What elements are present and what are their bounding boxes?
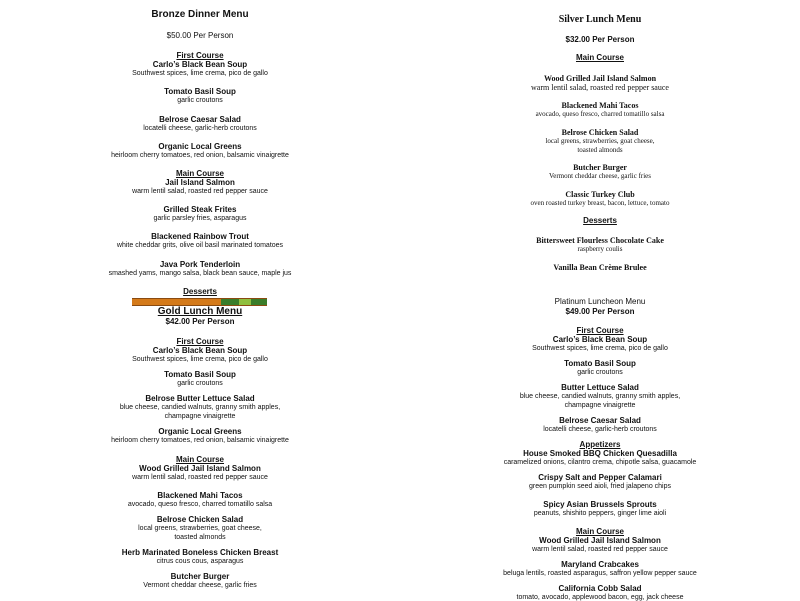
menu-item-desc: garlic croutons (577, 369, 623, 376)
menu-item-name: Vanilla Bean Crème Brulee (553, 263, 647, 272)
menu-item-desc: peanuts, shishito peppers, ginger lime aioli (533, 510, 667, 517)
menu-item-desc: local greens, strawberries, goat cheese, (545, 137, 655, 145)
silver-title: Silver Lunch Menu (558, 14, 642, 25)
bronze-dinner-menu (100, 0, 300, 300)
menu-item-desc: blue cheese, candied walnuts, granny smith apples, (119, 404, 281, 411)
menu-item-name: Wood Grilled Jail Island Salmon (139, 464, 261, 473)
gold-price: $42.00 Per Person (165, 317, 235, 326)
menu-item-name: Maryland Crabcakes (561, 560, 639, 569)
menu-item-name: Blackened Mahi Tacos (561, 101, 639, 110)
bronze-main-course-heading: Main Course (175, 169, 224, 178)
menu-item-desc: warm lentil salad, roasted red pepper sauce (132, 188, 268, 195)
menu-item-desc: tomato, avocado, applewood bacon, egg, jack cheese (516, 594, 684, 601)
silver-main-course-heading: Main Course (575, 53, 624, 62)
menu-item-desc: blue cheese, candied walnuts, granny smith apples, (519, 393, 681, 400)
platinum-main-course-heading: Main Course (575, 527, 624, 536)
menu-item-desc: champagne vinaigrette (164, 413, 236, 420)
menu-item-name: Tomato Basil Soup (164, 87, 236, 96)
menu-item-name: California Cobb Salad (558, 584, 642, 593)
menu-item-name: Spicy Asian Brussels Sprouts (543, 500, 657, 509)
bronze-desserts-heading: Desserts (183, 287, 217, 296)
menu-item-desc: local greens, strawberries, goat cheese, (138, 525, 262, 532)
menu-item-desc: white cheddar grits, olive oil basil marinated tomatoes (116, 242, 284, 249)
menu-item-name: Herb Marinated Boneless Chicken Breast (121, 548, 279, 557)
menu-item-name: Blackened Rainbow Trout (151, 232, 249, 241)
menu-item-name: Belrose Caesar Salad (559, 416, 641, 425)
menu-item-desc: garlic parsley fries, asparagus (153, 215, 247, 222)
menu-item-desc: Vermont cheddar cheese, garlic fries (143, 582, 257, 589)
platinum-title: Platinum Luncheon Menu (554, 297, 646, 306)
platinum-appetizers-heading: Appetizers (579, 440, 621, 449)
menu-item-desc: heirloom cherry tomatoes, red onion, balsamic vinaigrette (111, 437, 289, 444)
silver-lunch-menu (500, 0, 700, 290)
menu-item-name: Wood Grilled Jail Island Salmon (539, 536, 661, 545)
platinum-luncheon-menu (480, 290, 720, 600)
menu-item-name: Tomato Basil Soup (164, 370, 236, 379)
platinum-price: $49.00 Per Person (565, 307, 635, 316)
menu-item-desc: Southwest spices, lime crema, pico de gallo (132, 356, 268, 363)
menu-item-desc: warm lentil salad, roasted red pepper sauce (532, 546, 668, 553)
menu-item-desc: locatelli cheese, garlic-herb croutons (543, 426, 657, 433)
menu-item-desc: garlic croutons (177, 380, 223, 387)
menu-item-name: Belrose Chicken Salad (561, 128, 639, 137)
menu-item-desc: warm lentil salad, roasted red pepper sauce (531, 83, 669, 92)
menu-item-desc: toasted almonds (577, 146, 623, 154)
platinum-first-course-heading: First Course (576, 326, 624, 335)
menu-item-name: Blackened Mahi Tacos (157, 491, 243, 500)
menu-item-name: Carlo’s Black Bean Soup (152, 60, 248, 69)
menu-item-desc: smashed yams, mango salsa, black bean sauce, maple jus (108, 270, 292, 277)
menu-item-name: Grilled Steak Frites (163, 205, 237, 214)
menu-item-desc: beluga lentils, roasted asparagus, saffron yellow pepper sauce (503, 570, 697, 577)
menu-item-name: Carlo’s Black Bean Soup (552, 335, 648, 344)
gold-title: Gold Lunch Menu (157, 306, 243, 317)
menu-item-name: Butcher Burger (170, 572, 230, 581)
menu-item-desc: toasted almonds (174, 534, 226, 541)
menu-item-desc: caramelized onions, cilantro crema, chipotle salsa, guacamole (503, 459, 697, 466)
menu-item-desc: heirloom cherry tomatoes, red onion, balsamic vinaigrette (111, 152, 289, 159)
menu-item-desc: citrus cous cous, asparagus (156, 558, 244, 565)
menu-item-desc: Southwest spices, lime crema, pico de gallo (132, 70, 268, 77)
menu-item-desc: locatelli cheese, garlic-herb croutons (143, 125, 257, 132)
gold-main-course-heading: Main Course (175, 455, 224, 464)
menu-item-desc: garlic croutons (177, 97, 223, 104)
menu-item-desc: Vermont cheddar cheese, garlic fries (548, 172, 652, 180)
silver-price: $32.00 Per Person (565, 35, 635, 44)
menu-item-desc: champagne vinaigrette (564, 402, 636, 409)
menu-item-name: Carlo’s Black Bean Soup (152, 346, 248, 355)
gold-lunch-menu (100, 300, 300, 600)
bronze-price: $50.00 Per Person (166, 31, 234, 40)
menu-item-name: Bittersweet Flourless Chocolate Cake (536, 236, 664, 245)
menu-item-name: Crispy Salt and Pepper Calamari (538, 473, 662, 482)
menu-item-name: Jail Island Salmon (165, 178, 235, 187)
menu-item-desc: warm lentil salad, roasted red pepper sauce (132, 474, 268, 481)
menu-item-name: Tomato Basil Soup (564, 359, 636, 368)
menu-item-desc: avocado, queso fresco, charred tomatillo salsa (535, 110, 665, 118)
bronze-title: Bronze Dinner Menu (151, 9, 249, 20)
menu-item-name: Classic Turkey Club (565, 190, 635, 199)
menu-item-desc: oven roasted turkey breast, bacon, lettuce, tomato (530, 199, 670, 207)
menu-item-name: Wood Grilled Jail Island Salmon (543, 74, 657, 83)
menu-item-desc: green pumpkin seed aioli, fried jalapeno chips (528, 483, 672, 490)
menu-item-desc: raspberry coulis (577, 245, 623, 253)
menu-item-desc: avocado, queso fresco, charred tomatillo salsa (127, 501, 273, 508)
menu-item-name: Belrose Butter Lettuce Salad (145, 394, 255, 403)
menu-item-name: Belrose Caesar Salad (159, 115, 241, 124)
menu-item-name: Butcher Burger (573, 163, 627, 172)
menu-item-name: Butter Lettuce Salad (561, 383, 639, 392)
menu-item-name: House Smoked BBQ Chicken Quesadilla (523, 449, 677, 458)
menu-item-name: Organic Local Greens (158, 427, 242, 436)
menu-item-desc: Southwest spices, lime crema, pico de gallo (532, 345, 668, 352)
silver-desserts-heading: Desserts (583, 216, 617, 225)
gold-first-course-heading: First Course (176, 337, 224, 346)
menu-item-name: Java Pork Tenderloin (159, 260, 241, 269)
menu-item-name: Organic Local Greens (158, 142, 242, 151)
bronze-first-course-heading: First Course (176, 51, 224, 60)
menu-item-name: Belrose Chicken Salad (156, 515, 244, 524)
